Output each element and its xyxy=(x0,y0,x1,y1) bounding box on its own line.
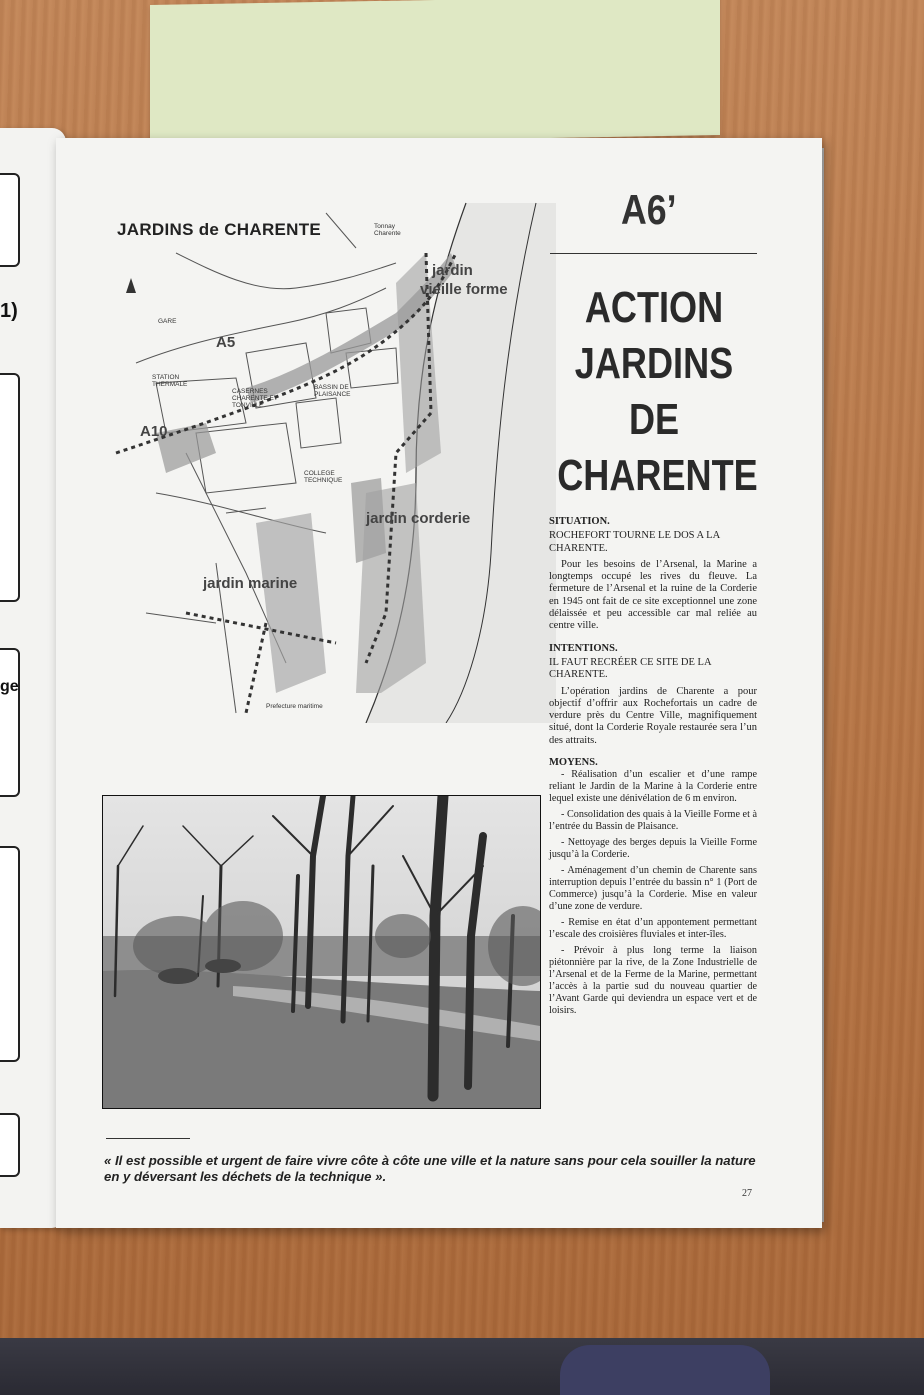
park-photo xyxy=(102,795,541,1109)
list-item: - Consolidation des quais à la Vieille Forme et à l’entrée du Bassin de Plaisance. xyxy=(549,809,757,833)
article-column xyxy=(549,516,757,1021)
blue-object-bottom xyxy=(560,1345,770,1395)
list-item: - Nettoyage des berges depuis la Vieille Forme jusqu’à la Corderie. xyxy=(549,837,757,861)
map-small-label: Tonnay Charente xyxy=(374,223,401,238)
map-title: JARDINS de CHARENTE xyxy=(117,220,322,239)
list-item: - Réalisation d’un escalier et d’une rampe reliant le Jardin de la Marine à la Corderie entre lequel existe une dénivélation de 6 m environ. xyxy=(549,769,757,805)
green-paper-sheet xyxy=(150,0,720,145)
map-small-label: Prefecture maritime xyxy=(266,703,323,710)
dark-object-bottom xyxy=(0,1338,924,1395)
left-page-glyph: 1) xyxy=(0,300,18,322)
site-map xyxy=(96,193,556,723)
document-page xyxy=(56,138,822,1228)
quote-rule xyxy=(106,1138,190,1139)
title-line: JARDINS xyxy=(574,339,734,388)
section-paragraph: L’opération jardins de Charente a pour objectif d’offrir aux Rochefortais un cadre de verdure près du Centre Ville, magnifiquement situé, dont la Corderie Royale restaurée sera l’un des attraits. xyxy=(549,685,757,746)
closing-quote: « Il est possible et urgent de faire vivre côte à côte une ville et la nature sans pour cela souiller la nature en y déversant les déchets de la technique ». xyxy=(104,1153,756,1184)
map-small-label: BASSIN DE PLAISANCE xyxy=(314,384,351,399)
title-line: DE xyxy=(628,395,680,444)
title-line: ACTION xyxy=(584,283,724,332)
map-label-jardin-marine: jardin marine xyxy=(203,575,298,592)
left-page-box xyxy=(0,173,20,267)
list-item: - Remise en état d’un appontement permettant l’escale des croisières fluviales et inter-îles. xyxy=(549,917,757,941)
map-small-label: CASERNES CHARENTE ET TONVILLE xyxy=(232,388,278,410)
map-label-jardin-corderie: jardin corderie xyxy=(366,510,471,527)
map-small-label: COLLEGE TECHNIQUE xyxy=(304,470,343,485)
section-heading: INTENTIONS. xyxy=(549,642,618,654)
left-page-glyph: ge xyxy=(0,678,19,695)
section-code: A6’ xyxy=(621,186,677,233)
header-rule xyxy=(550,253,757,254)
section-heading: MOYENS. xyxy=(549,757,598,769)
section-subheading: IL FAUT RECRÉER CE SITE DE LA CHARENTE. xyxy=(549,656,711,681)
left-page-box xyxy=(0,1113,20,1177)
page-title xyxy=(557,280,758,504)
park-photo-image xyxy=(103,796,540,1108)
map-label-jardin-vieille-forme: jardin xyxy=(432,262,473,279)
map-label-a5: A5 xyxy=(216,334,236,351)
left-page-box xyxy=(0,648,20,797)
map-small-label: GARE xyxy=(158,318,177,325)
map-label-jardin-vieille-forme: vieille forme xyxy=(420,281,508,298)
list-item: - Aménagement d’un chemin de Charente sans interruption depuis l’entrée du bassin n° 1 (Port de Commerce) jusqu’à la Corderie. Mise en valeur d’une zone de verdure. xyxy=(549,865,757,913)
section-heading: SITUATION. xyxy=(549,516,610,527)
left-page-box xyxy=(0,846,20,1062)
left-page-box xyxy=(0,373,20,602)
section-paragraph: Pour les besoins de l’Arsenal, la Marine a longtemps occupé les rives du fleuve. La fermeture de l’Arsenal et la ruine de la Corderie en 1945 ont fait de ce site exceptionnel une zone délaissée et peu accessible car mal reliée au centre ville. xyxy=(549,558,757,632)
section-subheading: ROCHEFORT TOURNE LE DOS A LA CHARENTE. xyxy=(549,530,720,554)
title-line: CHARENTE xyxy=(557,451,758,500)
map-small-label: STATION THERMALE xyxy=(152,374,188,389)
map-label-a10: A10 xyxy=(140,423,168,440)
list-item: - Prévoir à plus long terme la liaison piétonnière par la rive, de la Zone Industrielle de l’Arsenal et de la Ferme de la Marine, permettant l’accès à la partie sud du nouveau quartier de l’Avant Garde qui deviendra un espace vert et de loisirs. xyxy=(549,945,757,1017)
page-number: 27 xyxy=(742,1188,752,1199)
